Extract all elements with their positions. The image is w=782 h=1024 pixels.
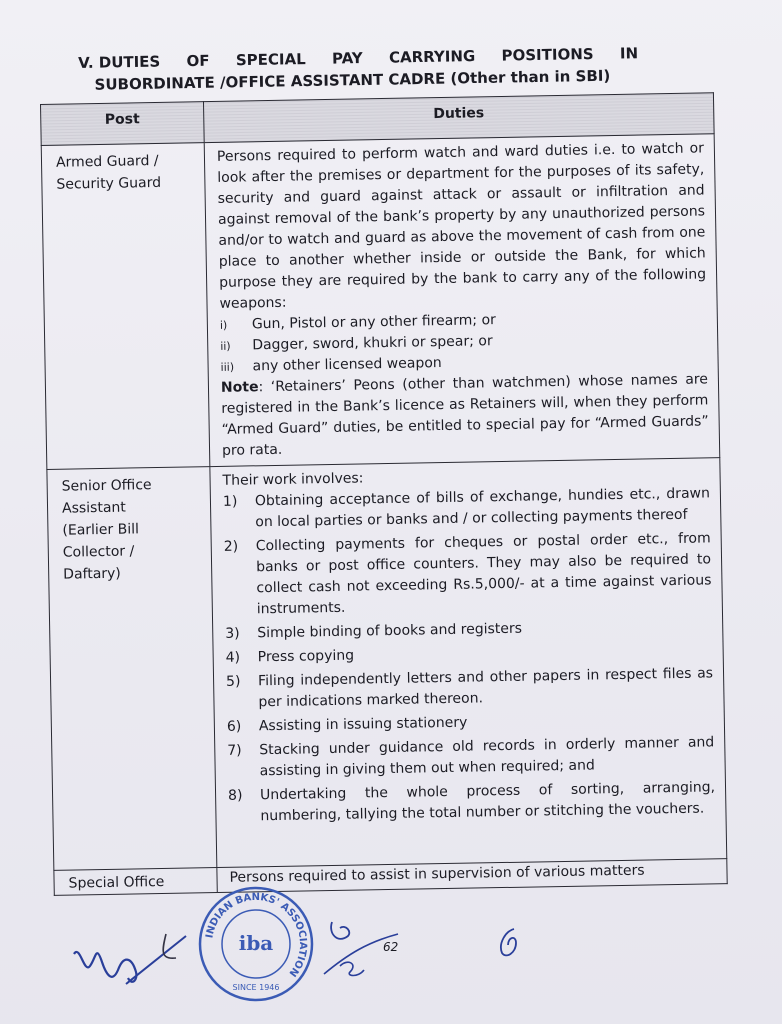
note-paragraph: Note: ‘Retainers’ Peons (other than watchmen) whose names are registered in the Bank’s licence as Retainers will, when they perform “Armed Guard” duties, be entitled to special pay for “Armed Guards” pro rata. (220, 371, 709, 459)
weapons-list (220, 306, 708, 377)
column-header-duties: Duties (203, 93, 714, 143)
list-item: 6) Assisting in issuing stationery (226, 714, 468, 735)
seal-monogram: iba (238, 931, 274, 955)
heading-line-2: SUBORDINATE /OFFICE ASSISTANT CADRE (Other than in SBI) (94, 66, 611, 94)
list-item: 8) Undertaking the whole process of sorting, arranging, numbering, tallying the total number or stitching the vouchers. (227, 779, 716, 825)
heading-line-1: V. DUTIES OF SPECIAL PAY CARRYING POSITIONS IN (78, 44, 639, 72)
table-row-armed-guard (41, 134, 720, 470)
seal-ring-text: INDIAN BANKS' ASSOCIATION (204, 891, 309, 979)
duties-cell (204, 134, 720, 467)
table-row-senior-office-assistant (47, 458, 727, 871)
list-item: 1) Obtaining acceptance of bills of exchange, hundies etc., drawn on local parties or banks and / or collecting payments thereof (222, 485, 711, 531)
signature-right (490, 925, 530, 969)
section-heading (78, 42, 639, 96)
signature-icon (490, 925, 530, 965)
post-cell: Special Office (54, 868, 217, 896)
list-item: 5) Filing independently letters and other papers in respect files as per indications marked thereon. (225, 665, 714, 711)
seal-since: SINCE 1946 (232, 983, 280, 992)
list-item: 4) Press copying (225, 647, 355, 666)
duty-intro: Their work involves: (222, 470, 364, 489)
list-item: 3) Simple binding of books and registers (225, 620, 523, 642)
duty-intro: Persons required to perform watch and ward duties i.e. to watch or look after the premises or department for the purposes of its safety, security and guard against attack or assault or infiltration and against removal of the bank’s property by any unauthorized persons and/or to watch and guard as above the movement of cash from one place to another whether inside or outside the Bank, for which purpose they are required by the bank to carry any of the following weapons: (216, 140, 707, 312)
signature-left (66, 914, 196, 1008)
seal-icon (196, 884, 316, 1004)
duties-table (40, 92, 728, 896)
signature-icon (66, 914, 196, 1004)
list-item: i) Gun, Pistol or any other firearm; or (219, 312, 496, 333)
list-item: 2) Collecting payments for cheques or postal order etc., from banks or post office counters. They may also be required to collect cash not exceeding Rs.5,000/- at a time against various instruments. (223, 530, 712, 618)
work-list (223, 483, 716, 827)
post-cell: Armed Guard / Security Guard (41, 143, 210, 470)
page-number: 62 (383, 940, 399, 954)
post-cell: Senior Office Assistant (Earlier Bill Collector / Daftary) (47, 467, 217, 871)
duties-cell (210, 458, 727, 868)
list-item: 7) Stacking under guidance old records in orderly manner and assisting in giving them out when required; and (227, 734, 715, 780)
column-header-post: Post (41, 102, 205, 146)
association-seal (196, 884, 316, 1008)
list-item: ii) Dagger, sword, khukri or spear; or (220, 333, 493, 354)
list-item: iii) any other licensed weapon (220, 355, 442, 375)
duties-cell: Persons required to assist in supervision of various matters (217, 859, 727, 893)
